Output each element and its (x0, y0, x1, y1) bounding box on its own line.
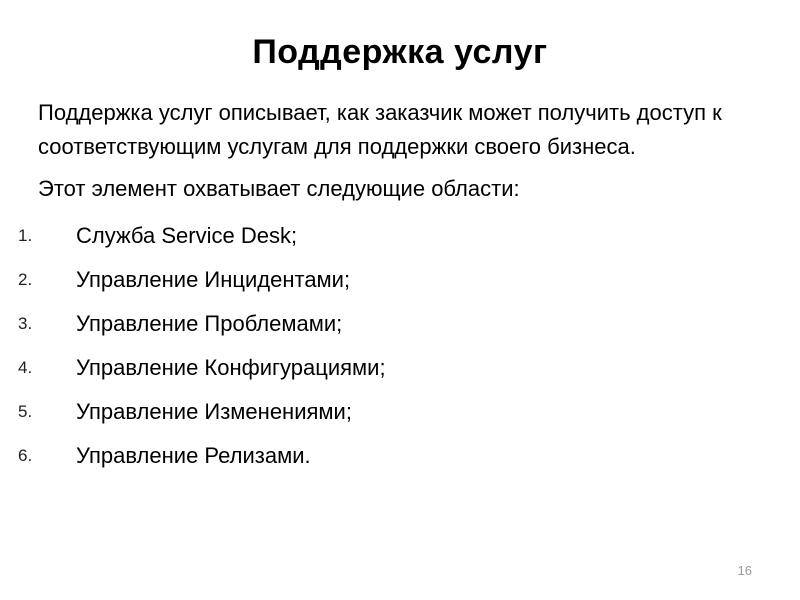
list-item-number: 4. (18, 358, 33, 377)
areas-lead-paragraph: Этот элемент охватывает следующие области: (38, 176, 520, 201)
list-item (18, 258, 748, 302)
list-item-text: Управление Релизами. (76, 443, 311, 468)
list-item-number: 5. (18, 402, 33, 421)
list-item (18, 434, 748, 478)
list-item-number: 1. (18, 226, 33, 245)
list-item-number: 6. (18, 446, 33, 465)
intro-paragraph: Поддержка услуг описывает, как заказчик может получить доступ к соответствующим услугам для поддержки своего бизнеса. (38, 100, 722, 159)
list-item-text: Служба Service Desk; (76, 223, 298, 248)
list-item-text: Управление Конфигурациями; (76, 355, 386, 380)
list-item-number: 3. (18, 314, 33, 333)
list-item (18, 302, 748, 346)
list-item (18, 214, 748, 258)
slide-body (18, 96, 768, 478)
list-item (18, 346, 748, 390)
slide-title: Поддержка услуг (252, 33, 548, 71)
list-item-text: Управление Проблемами; (76, 311, 343, 336)
list-item-text: Управление Инцидентами; (76, 267, 351, 292)
list-item-number: 2. (18, 270, 33, 289)
areas-list (18, 214, 748, 478)
list-item-text: Управление Изменениями; (76, 399, 352, 424)
list-item (18, 390, 748, 434)
page-number: 16 (737, 563, 752, 578)
